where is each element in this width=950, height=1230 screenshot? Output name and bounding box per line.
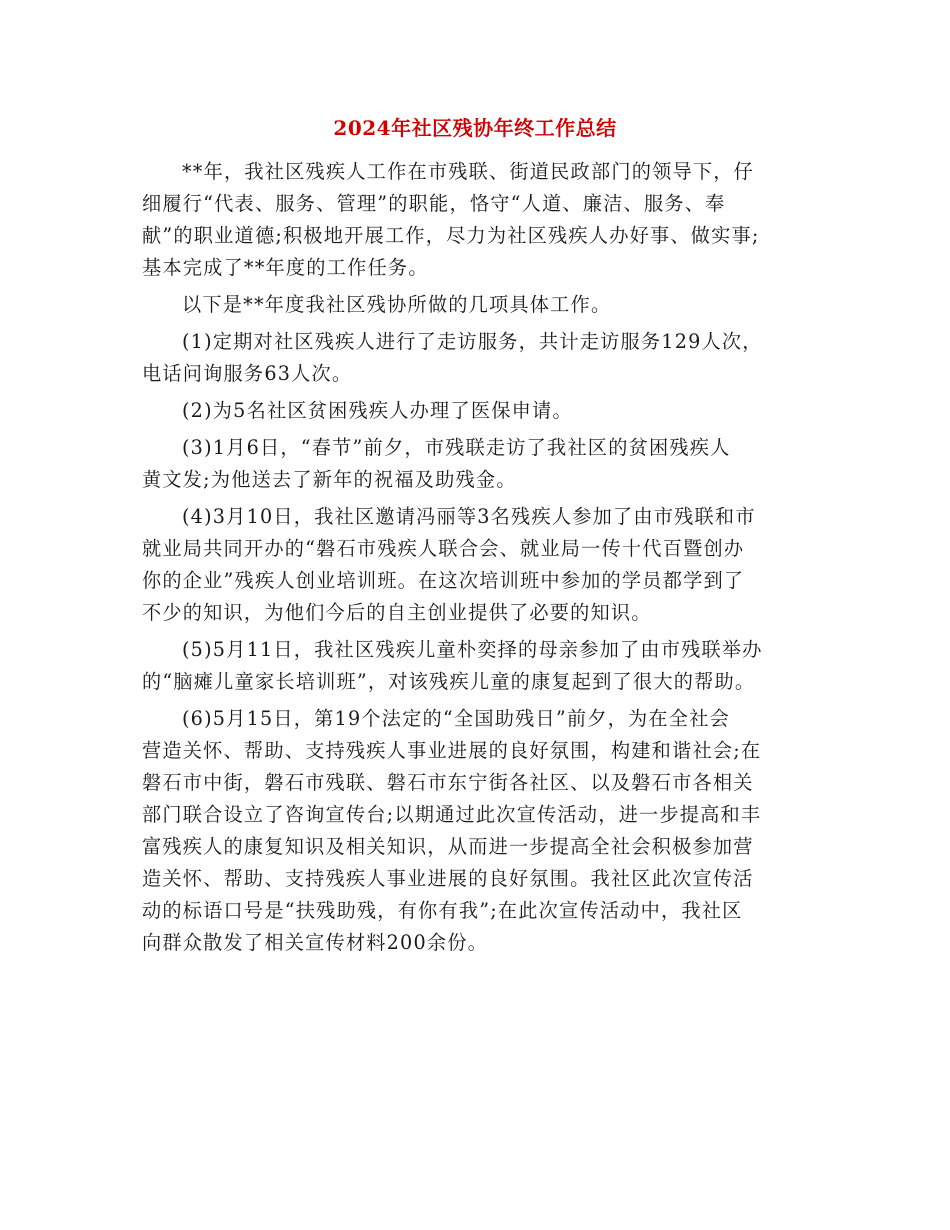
document-body bbox=[142, 156, 808, 964]
paragraph-line: (5)5月11日，我社区残疾儿童朴奕择的母亲参加了由市残联举办 bbox=[182, 638, 763, 661]
document-title: 2024年社区残协年终工作总结 bbox=[333, 116, 617, 140]
paragraph-line: 你的企业”残疾人创业培训班。在这次培训班中参加的学员都学到了 bbox=[142, 569, 745, 592]
paragraph-line: 以下是**年度我社区残协所做的几项具体工作。 bbox=[182, 293, 612, 316]
paragraph-line: 磐石市中街，磐石市残联、磐石市东宁街各社区、以及磐石市各相关 bbox=[142, 771, 754, 794]
paragraph-line: (3)1月6日，“春节”前夕，市残联走访了我社区的贫困残疾人 bbox=[182, 436, 731, 459]
paragraph-line: 富残疾人的康复知识及相关知识，从而进一步提高全社会积极参加营 bbox=[142, 835, 754, 858]
paragraph-line: 黄文发;为他送去了新年的祝福及助残金。 bbox=[142, 468, 517, 491]
paragraph-overview bbox=[142, 289, 808, 321]
paragraph-line: (2)为5名社区贫困残疾人办理了医保申请。 bbox=[182, 399, 573, 422]
paragraph-line: (1)定期对社区残疾人进行了走访服务，共计走访服务129人次， bbox=[182, 330, 763, 353]
paragraph-line: 电话问询服务63人次。 bbox=[142, 362, 353, 385]
paragraph-line: 不少的知识，为他们今后的自主创业提供了必要的知识。 bbox=[142, 601, 652, 624]
paragraph-item-4 bbox=[142, 501, 808, 629]
paragraph-line: 就业局共同开办的“磐石市残疾人联合会、就业局一传十代百暨创办 bbox=[142, 537, 745, 560]
paragraph-line: (4)3月10日，我社区邀请冯丽等3名残疾人参加了由市残联和市 bbox=[182, 505, 756, 528]
paragraph-item-3 bbox=[142, 432, 808, 496]
paragraph-line: 的“脑瘫儿童家长培训班”，对该残疾儿童的康复起到了很大的帮助。 bbox=[142, 670, 756, 693]
paragraph-line: 向群众散发了相关宣传材料200余份。 bbox=[142, 931, 489, 954]
paragraph-line: 献”的职业道德;积极地开展工作，尽力为社区残疾人办好事、做实事; bbox=[142, 224, 760, 247]
paragraph-line: **年，我社区残疾人工作在市残联、街道民政部门的领导下，仔 bbox=[182, 160, 755, 183]
paragraph-item-1 bbox=[142, 326, 808, 390]
paragraph-intro bbox=[142, 156, 808, 284]
paragraph-item-5 bbox=[142, 634, 808, 698]
paragraph-line: 细履行“代表、服务、管理”的职能，恪守“人道、廉洁、服务、奉 bbox=[142, 192, 726, 215]
paragraph-line: 造关怀、帮助、支持残疾人事业进展的良好氛围。我社区此次宣传活 bbox=[142, 867, 754, 890]
paragraph-line: 部门联合设立了咨询宣传台;以期通过此次宣传活动，进一步提高和丰 bbox=[142, 803, 762, 826]
paragraph-line: 动的标语口号是“扶残助残，有你有我”;在此次宣传活动中，我社区 bbox=[142, 899, 743, 922]
paragraph-line: 基本完成了**年度的工作任务。 bbox=[142, 256, 429, 279]
paragraph-item-2 bbox=[142, 395, 808, 427]
paragraph-line: 营造关怀、帮助、支持残疾人事业进展的良好氛围，构建和谐社会;在 bbox=[142, 739, 762, 762]
paragraph-line: (6)5月15日，第19个法定的“全国助残日”前夕，为在全社会 bbox=[182, 707, 730, 730]
paragraph-item-6 bbox=[142, 703, 808, 959]
